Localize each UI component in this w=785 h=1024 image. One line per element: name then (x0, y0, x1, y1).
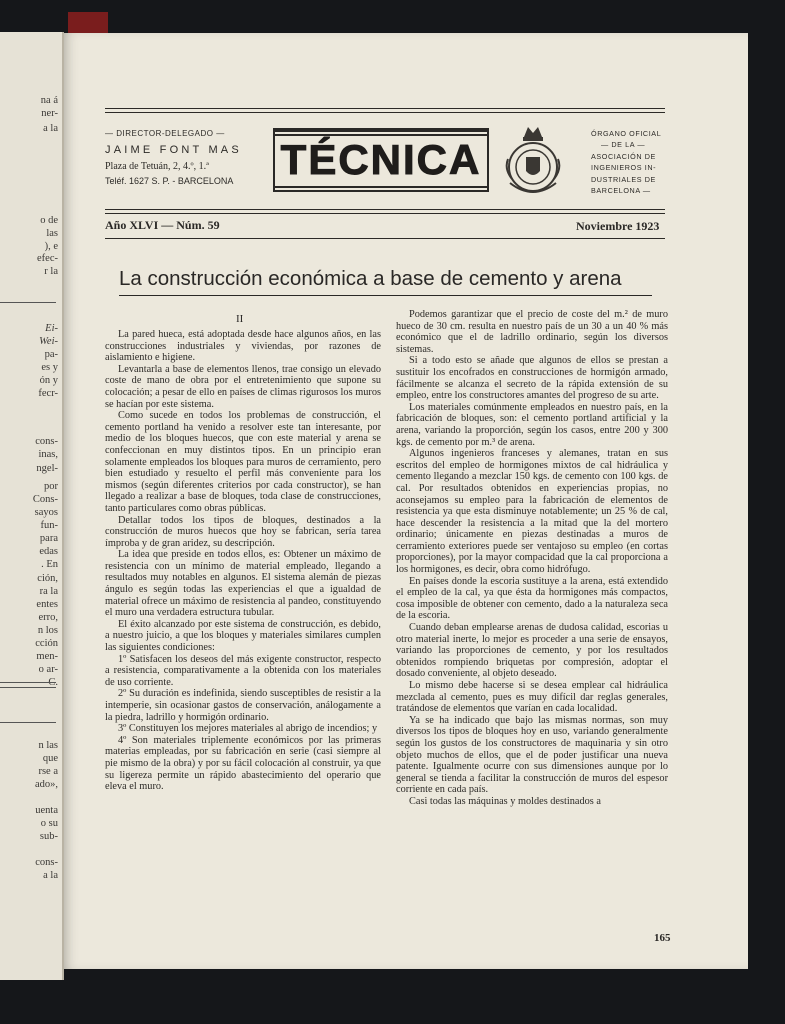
left-page-fragment: Cons- (32, 494, 58, 505)
organ-line: DUSTRIALES DE (591, 174, 656, 184)
left-page-fragment: n los (37, 625, 58, 636)
left-page-fragment: a la (43, 123, 58, 134)
left-page-fragment: o de (40, 215, 58, 226)
paragraph: 3º Constituyen los mejores materiales al abrigo de incendios; y (118, 723, 378, 735)
organ-line: INGENIEROS IN- (591, 163, 657, 173)
article-title: La construcción económica a base de cemento y arena (119, 267, 622, 290)
paragraph: Algunos ingenieros franceses y alemanes, tratan en sus escritos del empleo de hormigones mixtos de cal hidráulica y cemento llegando a mezclar 150 kgs. de cemento con 100 kgs. de cal. Por resultados obtenidos en experiencias propias, no aconsejamos su empleo para la fabricación de elementos de resistencia ya que esta disminuye notablemente; un 25 % de cal, hace descender la resistencia a la mitad que la del mortero ordinario; únicamente en piezas destinadas a muros de cerramiento exteriores puede ser ventajoso su empleo (en cortas proporciones), por la mayor compacidad que la cal proporciona a los hormigones, es decir, obra como hidrófugo. (396, 448, 668, 576)
left-page-fragment: sub- (39, 831, 58, 842)
left-page-fragment: fun- (40, 520, 58, 531)
title-rule (119, 295, 652, 296)
journal-page (64, 33, 748, 969)
paragraph: Cuando deban emplearse arenas de dudosa calidad, escorias u otro material inerte, lo mejor es proceder a una serie de ensayos, variando las proporciones de cemento, y por los resultados obtenidos rompiendo briquetas por compresión, adoptar el dosado conveniente, al objeto deseado. (396, 622, 668, 680)
left-page-fragment: entes (36, 599, 58, 610)
left-page-fragment: edas (39, 546, 58, 557)
page-number: 165 (654, 932, 671, 944)
left-page-fragment: ón y (39, 375, 58, 386)
text-column-right (396, 309, 668, 808)
left-page-fragment: ra la (39, 586, 58, 597)
organ-line: BARCELONA — (591, 186, 651, 196)
paragraph: En países donde la escoria sustituye a la arena, está extendido el empleo de la cal, ya que ésta da hormigones más compactos, cosa imposible de obtener con cemento, dado a la naturaleza seca de la escoria. (396, 575, 668, 622)
left-page-fragment: o su (40, 818, 58, 829)
left-page-rule (0, 302, 56, 303)
paragraph: 1º Satisfacen los deseos del más exigente constructor, respecto a resistencia, comparativamente a la obtenida con los materiales de uso corriente. (105, 653, 381, 688)
left-page-fragment: Wei- (39, 336, 58, 347)
paragraph: Casi todas las máquinas y moldes destinados a (409, 795, 601, 807)
left-page-rule (0, 722, 56, 723)
issue-rule (105, 238, 665, 239)
left-page-rule (0, 687, 56, 688)
paragraph: Lo mismo debe hacerse si se desea emplear cal hidráulica mezclada al cemento, pues es muy difícil dar reglas generales, tratándose de elementos que varían en cada localidad. (396, 680, 668, 715)
organ-line: ÓRGANO OFICIAL (591, 129, 662, 138)
top-rule-2 (105, 112, 665, 113)
left-page-fragment: inas, (38, 449, 58, 460)
left-page-fragment: men- (36, 651, 58, 662)
paragraph: Como sucede en todos los problemas de construcción, el cemento portland ha venido a resolver este tan interesante, por medio de los bloques huecos, que con este material y arena se confeccionan en muy distintos tipos. En un principio eran solamente empleados los bloques para muros de cerramiento, pero bien estudiado y resuelto el perfil más conveniente para los mismos (según diferentes criterios por cada constructor), se han llegado a realizar a base de bloques, toda clase de construcciones, tanto particulares como obras públicas. (105, 410, 381, 514)
left-page-fragment: para (39, 533, 58, 544)
director-name: JAIME FONT MAS (105, 144, 242, 156)
organ-line: — DE LA — (601, 140, 646, 150)
journal-logo (273, 128, 489, 192)
left-page-fragment: las (46, 228, 58, 239)
address: Plaza de Tetuán, 2, 4.º, 1.ª (105, 161, 209, 172)
masthead-rule-2 (105, 213, 665, 214)
left-page-fragment: fecr- (38, 388, 58, 399)
left-page-fragment: rse a (38, 766, 58, 777)
director-label: — DIRECTOR-DELEGADO — (105, 129, 225, 138)
left-page-edge (0, 32, 64, 980)
phone-city: Teléf. 1627 S. P. - BARCELONA (105, 176, 234, 186)
left-page-fragment: efec- (37, 253, 58, 264)
paragraph: El éxito alcanzado por este sistema de construcción, es debido, a nuestro juicio, a que los bloques y materiales similares cumplen las siguientes condiciones: (105, 618, 381, 654)
issue-date: Noviembre 1923 (576, 219, 660, 233)
issue-number: Año XLVI — Núm. 59 (105, 218, 220, 232)
masthead-left (105, 129, 265, 186)
left-page-fragment: ción, (37, 573, 58, 584)
left-page-rule (0, 682, 56, 683)
paragraph: 4º Son materiales triplemente económicos por las primeras materias empleadas, por su fabricación en serie (casi siempre al pie mismo de la obra) y por su fácil colocación al construir, ya que su ligereza permite un rápido abastecimiento del operario que eleva el muro. (105, 734, 381, 793)
left-page-fragment: ), e (44, 241, 58, 252)
crest-emblem-icon (500, 123, 566, 205)
paragraph: Levantarla a base de elementos llenos, trae consigo un elevado coste de mano de obra por el entretenimiento que supone su colocación; a pesar de ello en países de climas rigurosos los muros se hacían por este sistema. (105, 363, 381, 410)
left-page-fragment: erro, (38, 612, 58, 623)
top-rule (105, 108, 665, 109)
paragraph: 2º Su duración es indefinida, siendo susceptibles de resistir a la intemperie, sin ocasionar gastos de conservación, análogamente a la piedra, ladrillo y hormigón ordinario. (105, 688, 381, 723)
paragraph: Ya se ha indicado que bajo las mismas normas, son muy diversos los tipos de bloques hoy en uso, variando generalmente según los gustos de los constructores de maquinaria y sin otro objeto muchos de ellos, que el de poder justificar una nueva patente. Igualmente ocurre con sus dimensiones aunque por lo general se tienda a facilitar la construcción de muros del espesor corriente en cada país. (396, 714, 668, 796)
left-page-fragment: o ar- (38, 664, 58, 675)
left-page-fragment: cons- (35, 857, 58, 868)
left-page-fragment: uenta (35, 805, 58, 816)
section-number: II (236, 313, 244, 325)
left-page-fragment: Ei- (45, 323, 58, 334)
left-page-fragment: ngel- (36, 463, 58, 474)
left-page-fragment: por (44, 481, 58, 492)
left-page-fragment: cción (35, 638, 58, 649)
left-page-fragment: . En (41, 559, 58, 570)
left-page-fragment: n las (38, 740, 58, 751)
paragraph: Si a todo esto se añade que algunos de ellos se prestan a sustituir los encofrados en construcciones de hormigón armado, fácilmente se alcanza el secreto de la rápida extensión de su empleo, entre los constructores amantes del progreso de su arte. (396, 355, 668, 402)
binding-edge (68, 12, 108, 34)
text-column-left (105, 329, 381, 793)
paragraph: Los materiales comúnmente empleados en nuestro país, en la fabricación de bloques, son: el cemento portland artificial y la arena, variando la proporción, según los casos, entre 200 y 300 kgs. de cemento por m.³ de arena. (396, 401, 668, 448)
left-page-fragment: es y (41, 362, 58, 373)
left-page-fragment: C. (48, 677, 58, 688)
left-page-fragment: ner- (41, 108, 58, 119)
left-page-fragment: cons- (35, 436, 58, 447)
organ-line: ASOCIACIÓN DE (591, 151, 656, 161)
paragraph: Detallar todos los tipos de bloques, destinados a la construcción de muros huecos que hoy se fabrican, sería tarea ímproba y de gran aridez, su descripción. (105, 514, 381, 549)
masthead-right (591, 128, 671, 196)
left-page-fragment: na á (40, 95, 58, 106)
masthead-rule (105, 209, 665, 210)
paragraph: Podemos garantizar que el precio de coste del m.² de muro hueco de 30 cm. resulta en nuestro país de un 30 a un 40 % más económico que el de ladrillo ordinario, según los diversos sistemas. (396, 309, 668, 355)
left-page-fragment: a la (43, 870, 58, 881)
left-page-fragment: que (42, 753, 58, 764)
paragraph: La idea que preside en todos ellos, es: Obtener un máximo de resistencia con un mínimo de material empleado, llegando a resultados muy notables en algunos. El sistema alemán de piezas ángulo es según todas las experiencias el que a igualdad de material ofrece un máximo de resistencia al pandeo, constituyendo el muro una verdadera estructura tubular. (105, 549, 381, 619)
left-page-fragment: pa- (44, 349, 58, 360)
left-page-fragment: ado», (34, 779, 58, 790)
paragraph: La pared hueca, está adoptada desde hace algunos años, en las construcciones industriales y viviendas, por razones de aislamiento e higiene. (105, 329, 381, 364)
left-page-fragment: sayos (34, 507, 58, 518)
logo-text: TÉCNICA (275, 136, 488, 184)
left-page-fragment: r la (44, 266, 58, 277)
